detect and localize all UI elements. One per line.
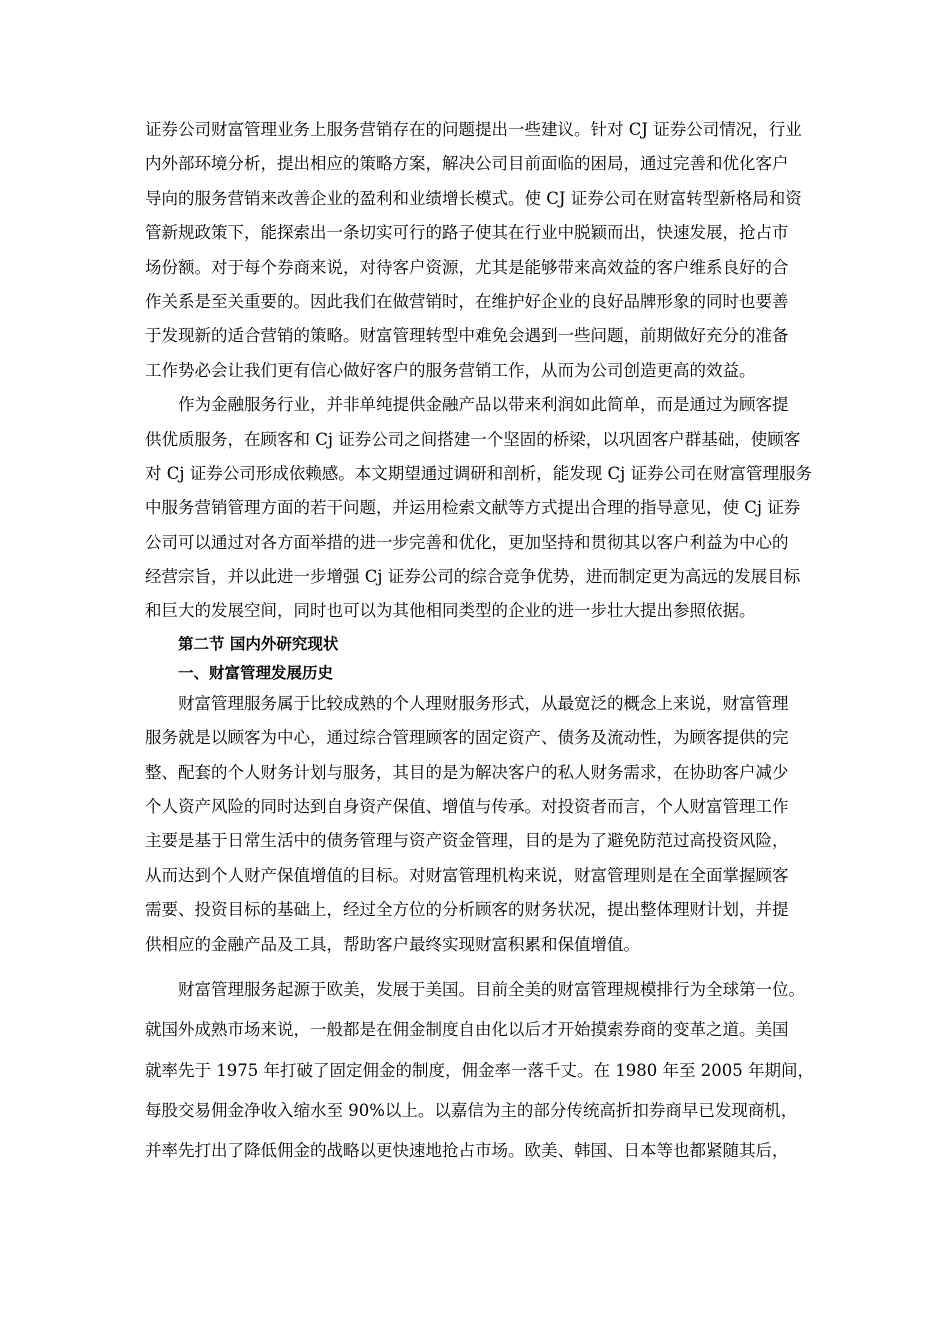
- paragraph-spacer: [145, 962, 813, 970]
- section-heading: 第二节 国内外研究现状: [178, 634, 339, 653]
- text-line: 个人资产风险的同时达到自身资产保值、增值与传承。对投资者而言，个人财富管理工作: [145, 797, 789, 817]
- text-line: 场份额。对于每个券商来说，对待客户资源，尤其是能够带来高效益的客户维系良好的合: [145, 257, 789, 277]
- paragraph-4: [145, 970, 813, 1171]
- text-line: 导向的服务营销来改善企业的盈利和业绩增长模式。使 CJ 证券公司在财富转型新格局和资: [145, 188, 802, 208]
- text-line: 和巨大的发展空间，同时也可以为其他相同类型的企业的进一步壮大提出参照依据。: [145, 601, 756, 621]
- paragraph-2: [145, 388, 813, 629]
- text-line: 并率先打出了降低佣金的战略以更快速地抢占市场。欧美、韩国、日本等也都紧随其后，: [145, 1141, 789, 1161]
- text-line: 就率先于 1975 年打破了固定佣金的制度，佣金率一落千丈。在 1980 年至 2005 年期间，: [145, 1060, 814, 1080]
- text-line: 管新规政策下，能探索出一条切实可行的路子使其在行业中脱颖而出，快速发展，抢占市: [145, 223, 789, 243]
- text-line: 财富管理服务起源于欧美，发展于美国。目前全美的财富管理规模排行为全球第一位。: [178, 979, 805, 999]
- text-line: 供优质服务，在顾客和 Cj 证券公司之间搭建一个坚固的桥梁，以巩固客户群基础，使顾客: [145, 429, 801, 449]
- subsection-heading: 一、财富管理发展历史: [178, 663, 334, 682]
- paragraph-1: [145, 113, 813, 388]
- text-line: 作关系是至关重要的。因此我们在做营销时，在维护好企业的良好品牌形象的同时也要善: [145, 291, 789, 311]
- text-line: 从而达到个人财产保值增值的目标。对财富管理机构来说，财富管理则是在全面掌握顾客: [145, 865, 789, 885]
- text-line: 对 Cj 证券公司形成依赖感。本文期望通过调研和剖析，能发现 Cj 证券公司在财富管理服务: [145, 463, 812, 483]
- text-line: 于发现新的适合营销的策略。财富管理转型中难免会遇到一些问题，前期做好充分的准备: [145, 326, 789, 346]
- text-line: 主要是基于日常生活中的债务管理与资产资金管理，目的是为了避免防范过高投资风险，: [145, 831, 789, 851]
- text-line: 整、配套的个人财务计划与服务，其目的是为解决客户的私人财务需求，在协助客户减少: [145, 762, 789, 782]
- text-line: 内外部环境分析，提出相应的策略方案，解决公司目前面临的困局，通过完善和优化客户: [145, 154, 789, 174]
- text-line: 作为金融服务行业，并非单纯提供金融产品以带来利润如此简单，而是通过为顾客提: [178, 395, 789, 415]
- text-line: 经营宗旨，并以此进一步增强 Cj 证券公司的综合竞争优势，进而制定更为高远的发展目标: [145, 567, 801, 587]
- text-line: 公司可以通过对各方面举措的进一步完善和优化，更加坚持和贯彻其以客户利益为中心的: [145, 532, 789, 552]
- document-body: [145, 113, 813, 1171]
- text-line: 财富管理服务属于比较成熟的个人理财服务形式，从最宽泛的概念上来说，财富管理: [178, 693, 789, 713]
- paragraph-3: [145, 687, 813, 962]
- text-line: 证券公司财富管理业务上服务营销存在的问题提出一些建议。针对 CJ 证券公司情况，行业: [145, 120, 802, 139]
- text-line: 服务就是以顾客为中心，通过综合管理顾客的固定资产、债务及流动性，为顾客提供的完: [145, 728, 789, 748]
- text-line: 工作势必会让我们更有信心做好客户的服务营销工作，从而为公司创造更高的效益。: [145, 360, 756, 380]
- text-line: 需要、投资目标的基础上，经过全方位的分析顾客的财务状况，提出整体理财计划，并提: [145, 900, 789, 920]
- text-line: 就国外成熟市场来说，一般都是在佣金制度自由化以后才开始摸索券商的变革之道。美国: [145, 1020, 789, 1040]
- text-line: 中服务营销管理方面的若干问题，并运用检索文献等方式提出合理的指导意见，使 Cj 证券: [145, 498, 801, 518]
- text-line: 供相应的金融产品及工具，帮助客户最终实现财富积累和保值增值。: [145, 934, 640, 954]
- text-line: 每股交易佣金净收入缩水至 90%以上。以嘉信为主的部分传统高折扣券商早已发现商机，: [145, 1100, 798, 1120]
